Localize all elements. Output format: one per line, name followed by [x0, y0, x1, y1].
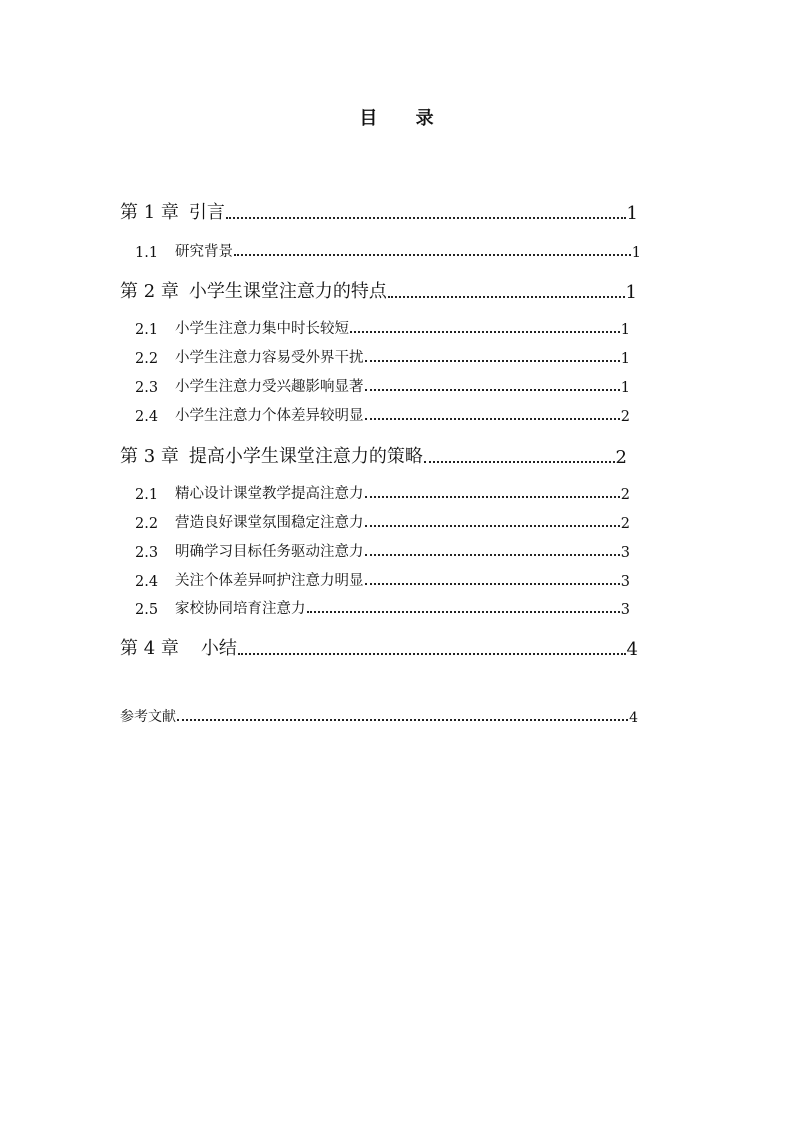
toc-entry-page: 1 — [631, 245, 641, 261]
dot-leader — [234, 254, 631, 256]
toc-entry[interactable] — [135, 347, 630, 367]
toc-entry-title: 参考文献 — [120, 709, 176, 725]
toc-entry[interactable] — [135, 541, 630, 561]
toc-entry-title: 精心设计课堂教学提高注意力 — [175, 486, 364, 502]
toc-entry-title: 家校协同培育注意力 — [175, 601, 306, 617]
dot-leader — [365, 554, 620, 556]
dot-leader — [350, 331, 620, 333]
toc-entry-number: 2.3 — [135, 545, 159, 561]
toc-entry[interactable] — [120, 636, 638, 660]
dot-leader — [365, 418, 620, 420]
toc-entry-number: 第 2 章 — [120, 281, 179, 302]
toc-title: 目 录 — [359, 108, 450, 129]
toc-entry-page: 4 — [626, 639, 638, 660]
toc-entry-title: 小学生注意力集中时长较短 — [175, 321, 349, 337]
dot-leader — [365, 496, 620, 498]
toc-entry-number: 2.4 — [135, 574, 159, 590]
toc-entry-page: 4 — [629, 710, 638, 726]
toc-entry[interactable] — [120, 444, 627, 468]
toc-entry-title: 小结 — [200, 638, 237, 659]
toc-entry-page: 2 — [615, 447, 627, 468]
dot-leader — [238, 653, 626, 655]
toc-entry-title: 明确学习目标任务驱动注意力 — [175, 544, 364, 560]
dot-leader — [365, 360, 620, 362]
toc-entry-title: 关注个体差异呵护注意力明显 — [175, 573, 364, 589]
dot-leader — [388, 296, 625, 298]
toc-entry-title: 小学生注意力容易受外界干扰 — [175, 350, 364, 366]
toc-entry-number: 2.4 — [135, 409, 159, 425]
dot-leader — [177, 719, 628, 721]
toc-entry-number: 第 4 章 — [120, 638, 179, 659]
toc-entry-title: 研究背景 — [175, 244, 233, 260]
toc-entry-page: 1 — [626, 203, 638, 224]
toc-entry-page: 2 — [620, 409, 630, 425]
toc-entry-number: 2.2 — [135, 351, 159, 367]
toc-entry-number: 2.3 — [135, 380, 159, 396]
dot-leader — [424, 461, 615, 463]
toc-entry-number: 1.1 — [135, 245, 159, 261]
dot-leader — [365, 525, 620, 527]
toc-entry-page: 3 — [620, 602, 630, 618]
toc-entry-title: 小学生注意力受兴趣影响显著 — [175, 379, 364, 395]
toc-entry[interactable] — [120, 200, 638, 224]
dot-leader — [365, 389, 620, 391]
toc-entry[interactable] — [135, 512, 630, 532]
toc-entry[interactable] — [135, 405, 630, 425]
toc-entry-number: 2.1 — [135, 487, 159, 503]
dot-leader — [307, 611, 620, 613]
toc-entry-number: 第 3 章 — [120, 446, 179, 467]
toc-entry-title: 小学生课堂注意力的特点 — [188, 281, 387, 302]
toc-entry[interactable] — [135, 318, 630, 338]
toc-entry-title: 引言 — [188, 202, 225, 223]
toc-entry-number: 2.5 — [135, 602, 159, 618]
toc-entry-number: 2.1 — [135, 322, 159, 338]
toc-entry-number: 第 1 章 — [120, 202, 179, 223]
toc-entry-page: 2 — [620, 487, 630, 503]
toc-entry-page: 1 — [620, 351, 630, 367]
toc-entry[interactable] — [120, 279, 637, 303]
toc-entry-title: 营造良好课堂氛围稳定注意力 — [175, 515, 364, 531]
toc-entry-page: 3 — [620, 574, 630, 590]
toc-entry-page: 1 — [620, 380, 630, 396]
toc-entry-page: 2 — [620, 516, 630, 532]
toc-entry[interactable] — [135, 483, 630, 503]
toc-entry-page: 1 — [620, 322, 630, 338]
toc-entry[interactable] — [135, 598, 630, 618]
dot-leader — [226, 217, 626, 219]
toc-entry[interactable] — [120, 706, 638, 726]
toc-entry[interactable] — [135, 376, 630, 396]
toc-entry-title: 提高小学生课堂注意力的策略 — [188, 446, 423, 467]
dot-leader — [365, 583, 620, 585]
toc-entry[interactable] — [135, 241, 641, 261]
toc-entry-page: 1 — [625, 282, 637, 303]
toc-entry-title: 小学生注意力个体差异较明显 — [175, 408, 364, 424]
toc-entry[interactable] — [135, 570, 630, 590]
toc-entry-page: 3 — [620, 545, 630, 561]
toc-entry-number: 2.2 — [135, 516, 159, 532]
